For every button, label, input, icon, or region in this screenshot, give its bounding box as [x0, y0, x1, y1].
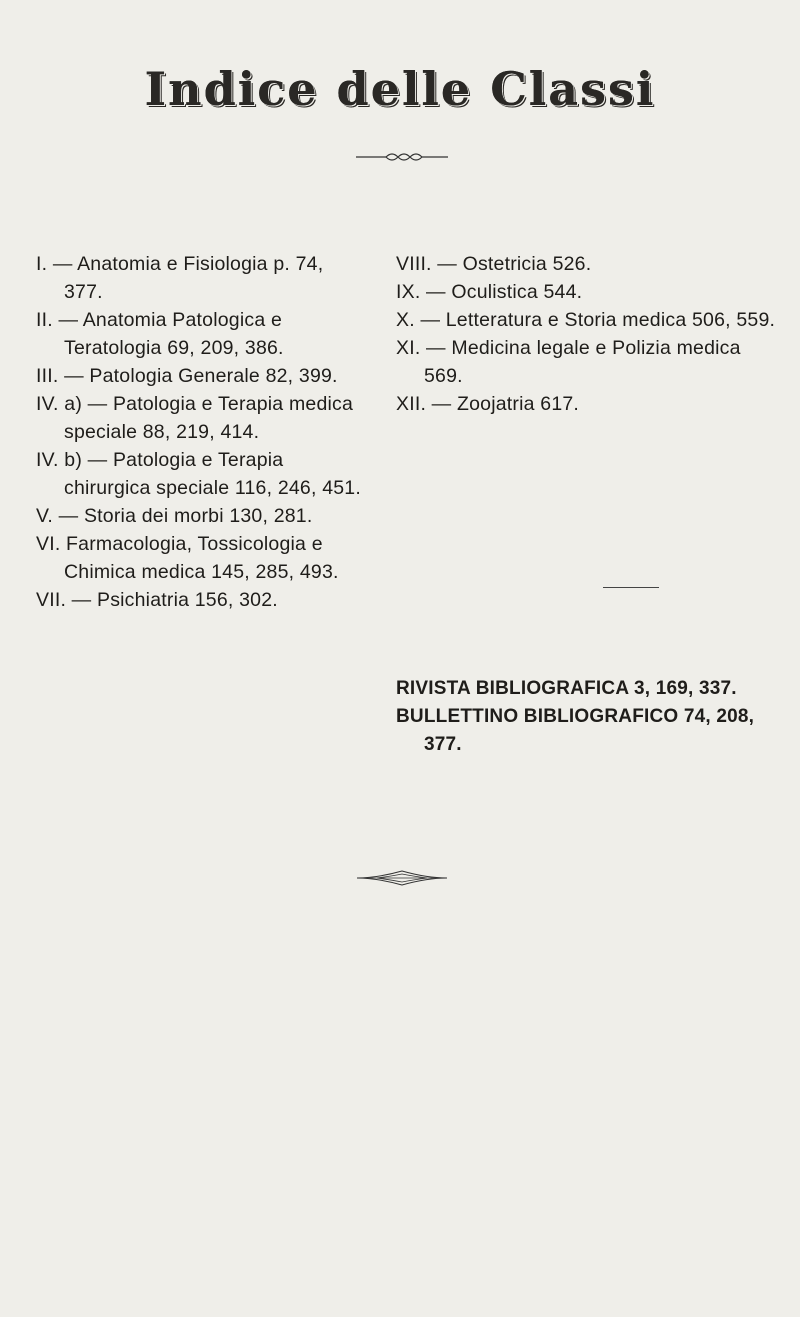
class-entry-iv-a: IV. a) — Patologia e Terapia medica speciale 88, 219, 414. [36, 393, 354, 443]
class-entry-ix: IX. — Oculistica 544. [396, 281, 583, 303]
class-entry-viii: VIII. — Ostetricia 526. [396, 253, 592, 275]
rivista-bibliografica-entry: RIVISTA BIBLIOGRAFICA 3, 169, 337. [396, 678, 737, 699]
class-entry-xi: XI. — Medicina legale e Polizia medica 569. [396, 337, 741, 387]
class-entry-x: X. — Letteratura e Storia medica 506, 559. [396, 309, 776, 331]
ornamental-rule-bottom [357, 868, 447, 888]
page-title: Indice delle Classi [144, 62, 656, 116]
bullettino-bibliografico-entry: BULLETTINO BIBLIOGRAFICO 74, 208, 377. [396, 706, 755, 755]
class-entry-ii: II. — Anatomia Patologica e Teratologia 69, 209, 386. [36, 309, 284, 359]
class-entry-i: I. — Anatomia e Fisiologia p. 74, 377. [36, 253, 324, 303]
ornamental-rule-top [356, 151, 448, 163]
left-column [36, 250, 366, 614]
class-entry-xii: XII. — Zoojatria 617. [396, 393, 580, 415]
section-divider [603, 587, 659, 589]
class-entry-vii: VII. — Psichiatria 156, 302. [36, 589, 278, 611]
bibliography-section [396, 675, 776, 759]
class-entry-v: V. — Storia dei morbi 130, 281. [36, 505, 313, 527]
class-entry-iv-b: IV. b) — Patologia e Terapia chirurgica speciale 116, 246, 451. [36, 449, 361, 499]
class-entry-vi: VI. Farmacologia, Tossicologia e Chimica medica 145, 285, 493. [36, 533, 339, 583]
class-entry-iii: III. — Patologia Generale 82, 399. [36, 365, 338, 387]
right-column [396, 250, 776, 418]
